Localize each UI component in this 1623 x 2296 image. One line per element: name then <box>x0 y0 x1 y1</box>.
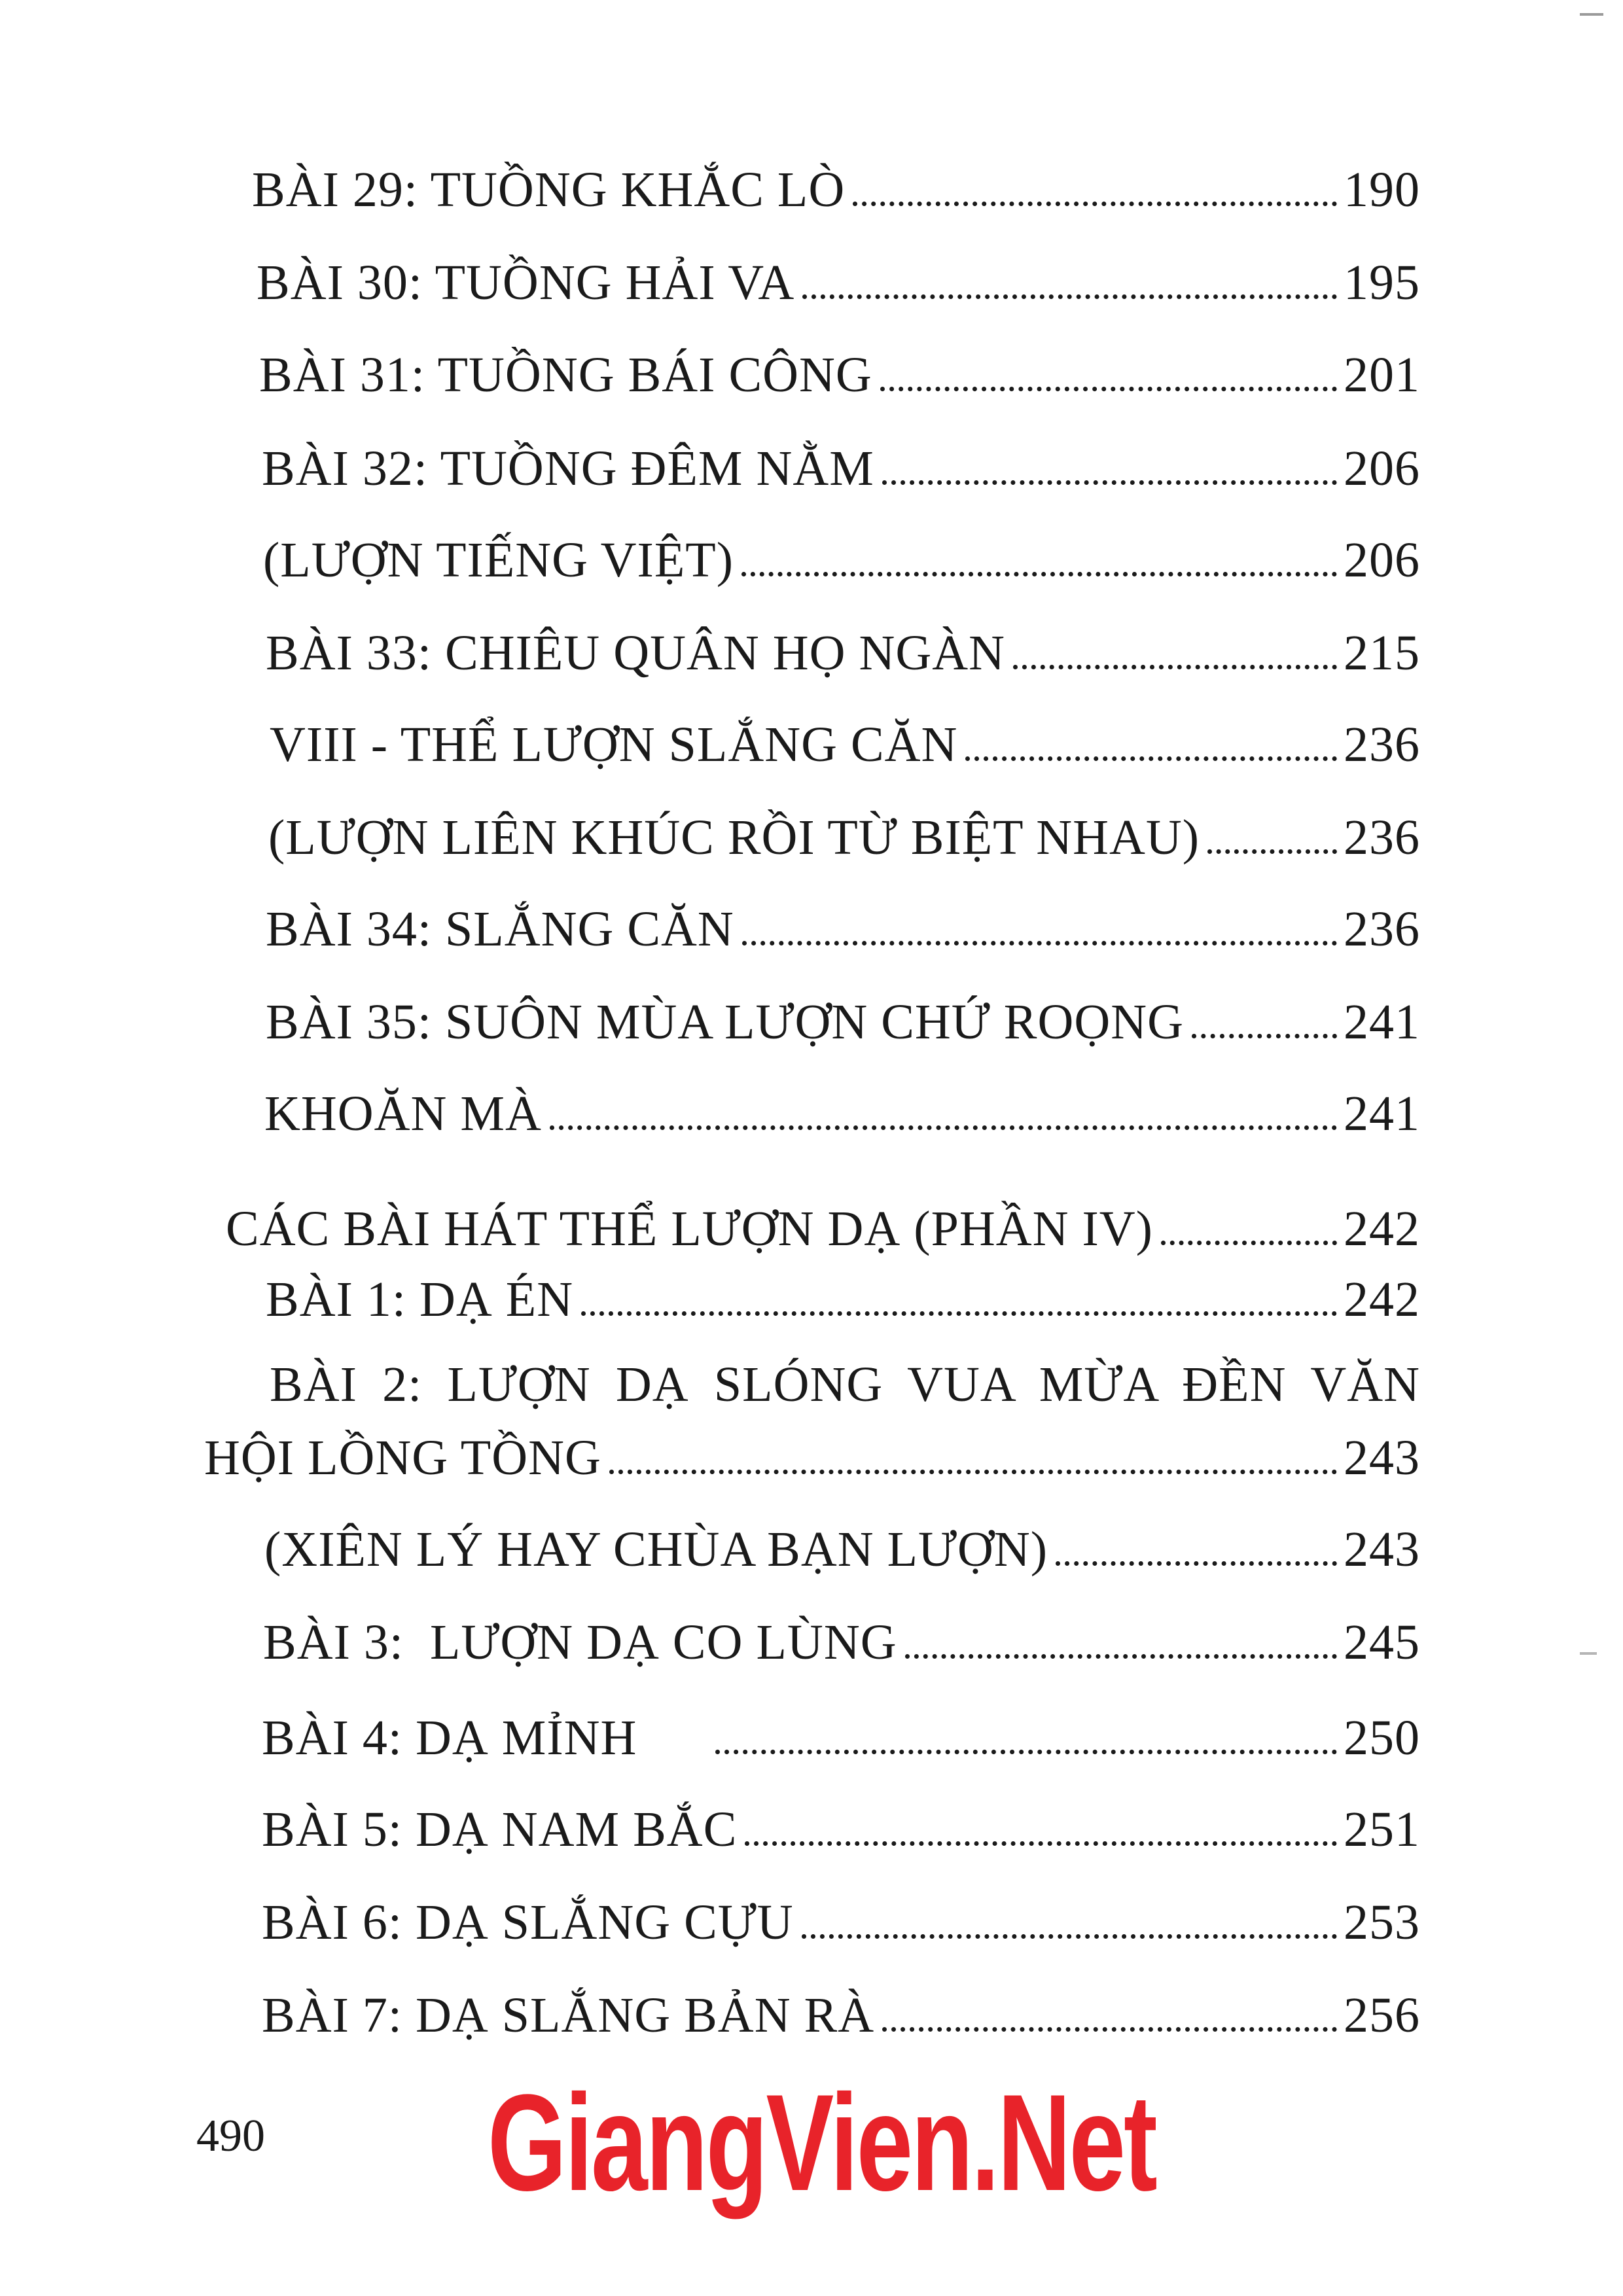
dot-leader <box>550 1125 1337 1130</box>
toc-entry-label: KHOĂN MÀ <box>264 1086 542 1141</box>
toc-entry-label: BÀI 1: DẠ ÉN <box>266 1272 574 1327</box>
dot-leader <box>882 480 1337 485</box>
toc-entry-label: CÁC BÀI HÁT THỂ LƯỢN DẠ (PHẦN IV) <box>226 1201 1153 1256</box>
dot-leader <box>882 2027 1337 2032</box>
toc-entry <box>264 1086 1420 1141</box>
toc-entry-label: BÀI 30: TUỒNG HẢI VA <box>257 255 795 310</box>
dot-leader <box>742 941 1337 945</box>
toc-entry-label: BÀI 6: DẠ SLẮNG CỰU <box>262 1895 794 1950</box>
toc-entry-page: 206 <box>1344 533 1420 588</box>
toc-entry <box>262 441 1420 496</box>
toc-entry <box>263 533 1420 588</box>
watermark-logo: GiangVien.Net <box>488 2066 1156 2219</box>
toc-entry <box>266 902 1420 957</box>
toc-entry <box>264 1522 1420 1577</box>
toc-entry-label: BÀI 34: SLẮNG CĂN <box>266 902 734 957</box>
toc-entry <box>268 810 1420 865</box>
dot-leader <box>802 1934 1337 1939</box>
toc-entry <box>257 255 1420 310</box>
scan-mark <box>1580 1652 1597 1655</box>
toc-entry-page: 245 <box>1344 1615 1420 1670</box>
toc-entry-page: 251 <box>1344 1802 1420 1857</box>
toc-entry-label: (LƯỢN TIẾNG VIỆT) <box>263 533 734 588</box>
page-number: 490 <box>196 2111 265 2161</box>
toc-entry <box>266 628 1420 678</box>
toc-entry-page: 206 <box>1344 441 1420 496</box>
dot-leader <box>1056 1561 1337 1566</box>
toc-entry-page: 201 <box>1344 347 1420 402</box>
toc-entry-page: 236 <box>1344 902 1420 957</box>
dot-leader <box>745 1841 1337 1846</box>
toc-entry-page: 236 <box>1344 810 1420 865</box>
toc-entry-label: (XIÊN LÝ HAY CHÙA BẠN LƯỢN) <box>264 1522 1048 1577</box>
toc-entry-label: BÀI 4: DẠ MỈNH <box>262 1710 637 1765</box>
toc-entry-label: HỘI LỒNG TỒNG <box>204 1430 601 1485</box>
toc-entry <box>252 162 1420 217</box>
toc-entry-page: 241 <box>1344 1086 1420 1141</box>
toc-entry <box>262 1710 1420 1765</box>
toc-entry-label: BÀI 33: CHIÊU QUÂN HỌ NGÀN <box>266 626 1006 680</box>
dot-leader <box>741 572 1337 576</box>
toc-entry <box>262 1988 1420 2043</box>
dot-leader <box>905 1654 1337 1659</box>
toc-entry <box>262 1895 1420 1950</box>
dot-leader <box>880 387 1337 391</box>
dot-leader <box>609 1470 1337 1474</box>
toc-entry-page: 242 <box>1344 1201 1420 1256</box>
dot-leader <box>802 294 1337 299</box>
toc-entry <box>266 1272 1420 1327</box>
dot-leader <box>1161 1241 1337 1245</box>
toc-entry-label: BÀI 32: TUỒNG ĐÊM NẰM <box>262 441 874 496</box>
toc-entry <box>259 347 1420 402</box>
toc-entry-label: (LƯỢN LIÊN KHÚC RỒI TỪ BIỆT NHAU) <box>268 810 1200 865</box>
dot-leader <box>965 756 1337 761</box>
toc-entry-page: 241 <box>1344 995 1420 1050</box>
toc-entry-label: BÀI 29: TUỒNG KHẮC LÒ <box>252 162 846 217</box>
toc-entry-page: 243 <box>1344 1430 1420 1485</box>
toc-entry-label: BÀI 7: DẠ SLẮNG BẢN RÀ <box>262 1988 875 2043</box>
toc-entry <box>262 1802 1420 1857</box>
toc-entry-page: 195 <box>1344 255 1420 310</box>
dot-leader <box>1013 665 1337 669</box>
toc-entry <box>204 1430 1420 1485</box>
toc-entry-page: 243 <box>1344 1522 1420 1577</box>
dot-leader <box>1192 1034 1337 1038</box>
toc-entry <box>270 717 1420 772</box>
toc-entry-label: BÀI 31: TUỒNG BÁI CÔNG <box>259 347 872 402</box>
toc-section-heading <box>226 1201 1420 1256</box>
scan-mark <box>1580 13 1603 16</box>
toc-entry-page: 253 <box>1344 1895 1420 1950</box>
dot-leader <box>715 1750 1337 1754</box>
dot-leader <box>581 1311 1337 1316</box>
toc-entry <box>266 995 1420 1050</box>
toc-entry-page: 236 <box>1344 717 1420 772</box>
toc-entry-label: BÀI 3: LƯỢN DẠ CO LÙNG <box>263 1615 897 1670</box>
toc-entry <box>263 1615 1420 1670</box>
toc-entry-page: 190 <box>1344 162 1420 217</box>
toc-entry-label: BÀI 5: DẠ NAM BẮC <box>262 1802 738 1857</box>
toc-entry-label-line: BÀI 2: LƯỢN DẠ SLÓNG VUA MỪA ĐỀN VĂN <box>270 1357 1420 1412</box>
dot-leader <box>853 202 1337 206</box>
toc-entry-label: VIII - THỂ LƯỢN SLẮNG CĂN <box>270 717 958 772</box>
toc-entry-page: 250 <box>1344 1710 1420 1765</box>
toc-entry-label: BÀI 35: SUÔN MÙA LƯỢN CHỨ ROỌNG <box>266 995 1185 1050</box>
toc-entry-page: 256 <box>1344 1988 1420 2043</box>
dot-leader <box>1207 849 1337 854</box>
toc-entry-page: 215 <box>1344 626 1420 680</box>
toc-entry-page: 242 <box>1344 1272 1420 1327</box>
